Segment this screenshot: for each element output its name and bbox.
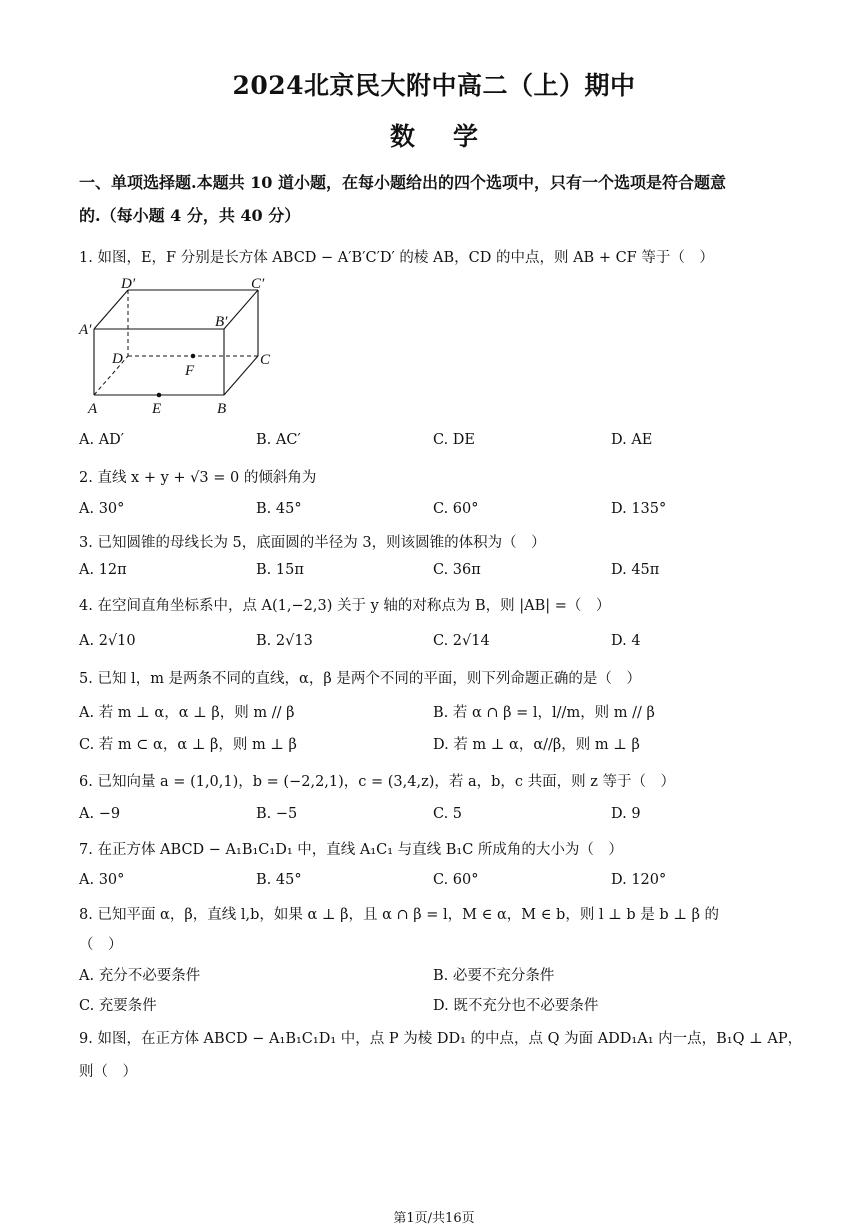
point-F [191,354,196,359]
q3-option-c: C. 36π [433,562,481,578]
label-B1: B′ [215,314,228,330]
q8-option-a: A. 充分不必要条件 [79,968,201,984]
question-8-paren: （ ） [79,937,123,953]
q6-option-a: A. −9 [79,806,121,822]
q2-option-a: A. 30° [79,501,125,517]
q7-option-a: A. 30° [79,872,125,888]
section-heading-line2: 的.（每小题 4 分，共 40 分） [79,206,301,225]
q8-option-d: D. 既不充分也不必要条件 [433,998,599,1014]
question-9: 9. 如图，在正方体 ABCD − A₁B₁C₁D₁ 中，点 P 为棱 DD₁ 的中点，点 Q 为面 ADD₁A₁ 内一点，B₁Q ⊥ AP， [79,1031,803,1047]
q5-option-d: D. 若 m ⊥ α，α//β，则 m ⊥ β [433,737,640,753]
page-title: 2024北京民大附中高二（上）期中 [232,71,636,100]
label-F: F [185,363,195,379]
section-heading-line1: 一、单项选择题.本题共 10 道小题，在每小题给出的四个选项中，只有一个选项是符合题意 [79,173,726,192]
q1-option-c: C. DE [433,432,476,448]
edge-BC [224,356,258,395]
q8-option-c: C. 充要条件 [79,998,157,1014]
q5-option-a: A. 若 m ⊥ α，α ⊥ β，则 m // β [79,705,295,721]
label-D: D [112,351,123,367]
q1-option-b: B. AC′ [256,432,301,448]
q6-option-b: B. −5 [256,806,298,822]
q4-option-a: A. 2√10 [79,633,136,649]
q8-option-b: B. 必要不充分条件 [433,968,555,984]
label-C: C [260,352,271,368]
edge-AD-hidden [94,356,128,395]
q4-option-c: C. 2√14 [433,633,490,649]
question-4: 4. 在空间直角坐标系中，点 A(1,−2,3) 关于 y 轴的对称点为 B，则 |AB| =（ ） [79,598,611,614]
label-D1: D′ [121,276,136,292]
question-1: 1. 如图，E，F 分别是长方体 ABCD − A′B′C′D′ 的棱 AB，CD 的中点，则 AB + CF 等于（ ） [79,250,714,266]
label-B: B [217,401,227,417]
q2-option-c: C. 60° [433,501,479,517]
q2-option-b: B. 45° [256,501,302,517]
point-E [157,393,162,398]
q2-option-d: D. 135° [611,501,667,517]
question-2: 2. 直线 x + y + √3 = 0 的倾斜角为 [79,470,317,486]
question-9-then: 则（ ） [79,1064,137,1080]
question-5: 5. 已知 l，m 是两条不同的直线，α，β 是两个不同的平面，则下列命题正确的是（ ） [79,671,641,687]
q3-option-b: B. 15π [256,562,304,578]
q5-option-b: B. 若 α ∩ β = l，l//m，则 m // β [433,705,655,721]
edge-B1C1 [224,290,258,329]
label-E: E [152,401,162,417]
question-7: 7. 在正方体 ABCD − A₁B₁C₁D₁ 中，直线 A₁C₁ 与直线 B₁C 所成角的大小为（ ） [79,842,623,858]
q4-option-b: B. 2√13 [256,633,313,649]
q7-option-b: B. 45° [256,872,302,888]
q3-option-d: D. 45π [611,562,660,578]
q7-option-d: D. 120° [611,872,667,888]
page-footer: 第1页/共16页 [393,1211,475,1226]
label-A1: A′ [79,322,92,338]
label-A: A [88,401,98,417]
q5-option-c: C. 若 m ⊂ α，α ⊥ β，则 m ⊥ β [79,737,297,753]
q3-option-a: A. 12π [79,562,127,578]
question-3: 3. 已知圆锥的母线长为 5，底面圆的半径为 3，则该圆锥的体积为（ ） [79,535,546,551]
q1-option-a: A. AD′ [79,432,125,448]
label-C1: C′ [251,276,265,292]
q7-option-c: C. 60° [433,872,479,888]
subject-title: 数学 [389,122,516,151]
question-8: 8. 已知平面 α，β，直线 l,b，如果 α ⊥ β，且 α ∩ β = l，M ∈ α，M ∈ b，则 l ⊥ b 是 b ⊥ β 的 [79,907,720,923]
question-6: 6. 已知向量 a = (1,0,1)，b = (−2,2,1)，c = (3,4,z)，若 a，b，c 共面，则 z 等于（ ） [79,774,676,790]
q6-option-d: D. 9 [611,806,641,822]
q1-option-d: D. AE [611,432,653,448]
q6-option-c: C. 5 [433,806,463,822]
edge-A1D1 [94,290,128,329]
q4-option-d: D. 4 [611,633,641,649]
figure-cuboid [76,272,286,422]
